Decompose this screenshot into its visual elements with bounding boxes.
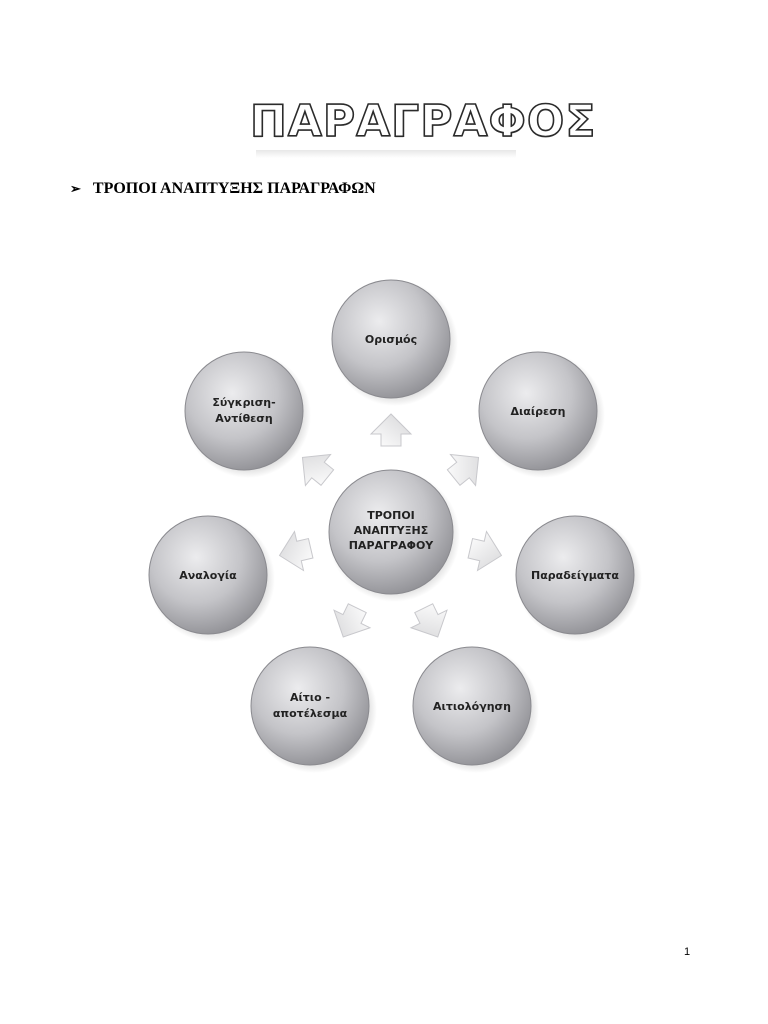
node-aitiologisi-label: Αιτιολόγηση — [433, 700, 511, 713]
node-paradeigmata — [516, 516, 642, 642]
node-sygkrisi-label-line1: Σύγκριση- — [212, 396, 276, 409]
arrow-bullet-icon: ➢ — [70, 181, 81, 196]
node-paradeigmata-label: Παραδείγματα — [531, 569, 619, 582]
node-sygkrisi-label-line2: Αντίθεση — [215, 412, 273, 425]
node-analogia-label: Αναλογία — [179, 569, 237, 582]
center-node — [328, 470, 460, 602]
arrow-to-aitio-icon — [325, 599, 375, 645]
arrow-to-orismos-icon — [371, 414, 411, 446]
node-orismos — [332, 280, 458, 406]
node-diairesi — [479, 352, 605, 478]
center-label-line3: ΠΑΡΑΓΡΑΦΟΥ — [348, 539, 434, 552]
section-heading-text: ΤΡΟΠΟΙ ΑΝΑΠΤΥΞΗΣ ΠΑΡΑΓΡΑΦΩΝ — [92, 180, 376, 197]
arrow-to-analogia-icon — [275, 529, 315, 575]
node-aitio-label-line1: Αίτιο - — [289, 691, 331, 704]
node-analogia — [149, 516, 275, 642]
node-aitio-label-line2: αποτέλεσμα — [272, 707, 348, 720]
arrow-to-paradeigmata-icon — [466, 529, 506, 575]
arrow-to-diairesi-icon — [441, 442, 491, 493]
node-diairesi-label: Διαίρεση — [510, 405, 566, 418]
page-number: 1 — [684, 946, 691, 958]
node-aitiologisi — [413, 647, 539, 773]
arrow-to-aitiologisi-icon — [406, 599, 456, 645]
page-title: ΠΑΡΑΓΡΑΦΟΣ — [250, 96, 597, 147]
center-label-line2: ΑΝΑΠΤΥΞΗΣ — [353, 524, 429, 537]
center-label-line1: ΤΡΟΠΟΙ — [367, 509, 415, 522]
node-aitio-apotelesma — [251, 647, 377, 773]
node-orismos-label: Ορισμός — [364, 333, 418, 346]
node-sygkrisi-antithesi — [185, 352, 311, 478]
